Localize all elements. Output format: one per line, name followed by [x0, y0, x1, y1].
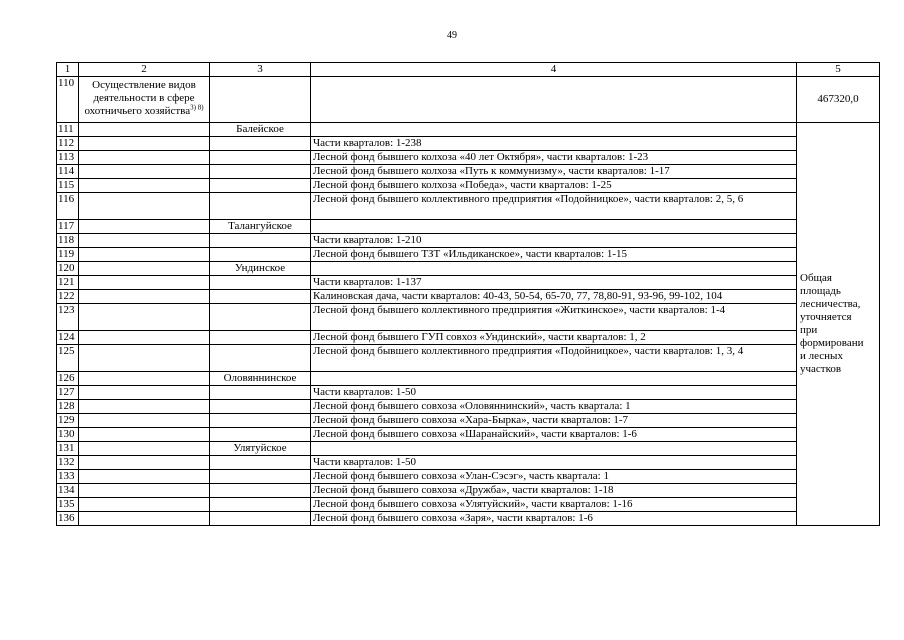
row-number: 122	[57, 290, 79, 304]
table-row	[57, 290, 880, 304]
table-row	[57, 386, 880, 400]
empty-cell	[79, 165, 210, 179]
description-cell: Лесной фонд бывшего совхоза «Оловяннинский», часть квартала: 1	[311, 400, 797, 414]
empty-cell	[79, 276, 210, 290]
district-cell	[210, 428, 311, 442]
row-number: 119	[57, 248, 79, 262]
district-cell	[210, 276, 311, 290]
note-line: участков	[800, 363, 842, 375]
description-cell	[311, 262, 797, 276]
table-row	[57, 304, 880, 331]
row-number: 115	[57, 179, 79, 193]
activity-row	[57, 77, 880, 123]
table-row	[57, 414, 880, 428]
row-number: 131	[57, 442, 79, 456]
district-cell	[210, 234, 311, 248]
note-line: Общая	[800, 272, 832, 284]
table-row	[57, 428, 880, 442]
district-cell	[210, 386, 311, 400]
description-cell: Лесной фонд бывшего колхоза «Путь к коммунизму», части кварталов: 1-17	[311, 165, 797, 179]
district-cell: Балейское	[210, 123, 311, 137]
page-number: 49	[447, 30, 457, 41]
row-number: 110	[57, 77, 79, 123]
empty-cell	[79, 456, 210, 470]
table-row	[57, 248, 880, 262]
description-cell	[311, 220, 797, 234]
note-line: при	[800, 324, 818, 336]
row-number: 129	[57, 414, 79, 428]
district-cell	[210, 498, 311, 512]
empty-cell	[79, 179, 210, 193]
row-number: 127	[57, 386, 79, 400]
empty-cell	[79, 262, 210, 276]
table-row	[57, 331, 880, 345]
table-row	[57, 470, 880, 484]
row-number: 118	[57, 234, 79, 248]
table-row	[57, 484, 880, 498]
empty-cell	[79, 442, 210, 456]
row-number: 116	[57, 193, 79, 220]
table-row	[57, 179, 880, 193]
row-number: 136	[57, 512, 79, 526]
footnote-ref: 3) 8)	[190, 103, 204, 112]
row-number: 112	[57, 137, 79, 151]
row-number: 117	[57, 220, 79, 234]
description-cell: Лесной фонд бывшего совхоза «Улятуйский», части кварталов: 1-16	[311, 498, 797, 512]
row-number: 130	[57, 428, 79, 442]
note-line: и лесных	[800, 350, 843, 362]
empty-cell	[79, 386, 210, 400]
district-row	[57, 262, 880, 276]
district-cell	[210, 151, 311, 165]
row-number: 111	[57, 123, 79, 137]
district-cell	[210, 470, 311, 484]
column-header: 5	[797, 63, 880, 77]
table-row	[57, 498, 880, 512]
row-number: 135	[57, 498, 79, 512]
description-cell: Части кварталов: 1-137	[311, 276, 797, 290]
table-row	[57, 193, 880, 220]
empty-cell	[311, 77, 797, 123]
empty-cell	[79, 372, 210, 386]
row-number: 132	[57, 456, 79, 470]
district-cell	[210, 179, 311, 193]
district-cell	[210, 290, 311, 304]
description-cell: Лесной фонд бывшего ГУП совхоз «Ундинский», части кварталов: 1, 2	[311, 331, 797, 345]
table-row	[57, 345, 880, 372]
description-cell: Лесной фонд бывшего колхоза «40 лет Октября», части кварталов: 1-23	[311, 151, 797, 165]
description-cell: Лесной фонд бывшего ТЗТ «Ильдиканское», части кварталов: 1-15	[311, 248, 797, 262]
row-number: 125	[57, 345, 79, 372]
district-row	[57, 372, 880, 386]
empty-cell	[79, 512, 210, 526]
description-cell: Части кварталов: 1-50	[311, 456, 797, 470]
description-cell: Лесной фонд бывшего совхоза «Шаранайский», части кварталов: 1-6	[311, 428, 797, 442]
description-cell: Лесной фонд бывшего колхоза «Победа», части кварталов: 1-25	[311, 179, 797, 193]
description-cell: Части кварталов: 1-50	[311, 386, 797, 400]
area-cell: 467320,0	[797, 77, 880, 123]
district-cell	[210, 456, 311, 470]
empty-cell	[79, 248, 210, 262]
description-cell	[311, 372, 797, 386]
column-header: 1	[57, 63, 79, 77]
district-row	[57, 442, 880, 456]
empty-cell	[79, 400, 210, 414]
column-number-row	[57, 63, 880, 77]
description-cell: Лесной фонд бывшего совхоза «Заря», части кварталов: 1-6	[311, 512, 797, 526]
district-cell: Талангуйское	[210, 220, 311, 234]
district-cell	[210, 193, 311, 220]
district-row	[57, 123, 880, 137]
empty-cell	[79, 304, 210, 331]
empty-cell	[79, 484, 210, 498]
note-line: формировани	[800, 337, 864, 349]
empty-cell	[79, 220, 210, 234]
empty-cell	[79, 137, 210, 151]
description-cell	[311, 123, 797, 137]
description-cell: Части кварталов: 1-210	[311, 234, 797, 248]
note-cell	[797, 123, 880, 526]
table-row	[57, 137, 880, 151]
district-cell	[210, 345, 311, 372]
empty-cell	[79, 428, 210, 442]
district-cell: Улятуйское	[210, 442, 311, 456]
empty-cell	[79, 151, 210, 165]
district-cell	[210, 512, 311, 526]
activity-cell	[79, 77, 210, 123]
description-cell	[311, 442, 797, 456]
empty-cell	[79, 123, 210, 137]
table-row	[57, 456, 880, 470]
district-row	[57, 220, 880, 234]
column-header: 3	[210, 63, 311, 77]
row-number: 126	[57, 372, 79, 386]
row-number: 113	[57, 151, 79, 165]
district-cell: Оловяннинское	[210, 372, 311, 386]
description-cell: Лесной фонд бывшего совхоза «Хара-Бырка», части кварталов: 1-7	[311, 414, 797, 428]
table-row	[57, 276, 880, 290]
district-cell	[210, 484, 311, 498]
empty-cell	[79, 290, 210, 304]
row-number: 133	[57, 470, 79, 484]
district-cell	[210, 304, 311, 331]
table-row	[57, 234, 880, 248]
empty-cell	[79, 498, 210, 512]
district-cell	[210, 248, 311, 262]
district-cell	[210, 414, 311, 428]
note-line: площадь	[800, 285, 841, 297]
description-cell: Части кварталов: 1-238	[311, 137, 797, 151]
note-line: уточняется	[800, 311, 852, 323]
empty-cell	[79, 345, 210, 372]
table-row	[57, 512, 880, 526]
table-row	[57, 400, 880, 414]
description-cell: Лесной фонд бывшего коллективного предприятия «Подойницкое», части кварталов: 2, 5, 6	[311, 193, 797, 220]
row-number: 124	[57, 331, 79, 345]
row-number: 114	[57, 165, 79, 179]
table-row	[57, 165, 880, 179]
empty-cell	[79, 234, 210, 248]
description-cell: Лесной фонд бывшего совхоза «Дружба», части кварталов: 1-18	[311, 484, 797, 498]
row-number: 123	[57, 304, 79, 331]
row-number: 134	[57, 484, 79, 498]
table-row	[57, 151, 880, 165]
empty-cell	[79, 331, 210, 345]
district-cell	[210, 400, 311, 414]
empty-cell	[79, 470, 210, 484]
row-number: 121	[57, 276, 79, 290]
district-cell	[210, 165, 311, 179]
empty-cell	[79, 193, 210, 220]
description-cell: Лесной фонд бывшего совхоза «Улан-Сэсэг», часть квартала: 1	[311, 470, 797, 484]
column-header: 2	[79, 63, 210, 77]
description-cell: Лесной фонд бывшего коллективного предприятия «Подойницкое», части кварталов: 1, 3, 4	[311, 345, 797, 372]
row-number: 120	[57, 262, 79, 276]
description-cell: Лесной фонд бывшего коллективного предприятия «Житкинское», части кварталов: 1-4	[311, 304, 797, 331]
note-line: лесничества,	[800, 298, 861, 310]
forestry-table	[56, 62, 880, 526]
district-cell: Ундинское	[210, 262, 311, 276]
activity-text: Осуществление видов деятельности в сфере охотничьего хозяйства	[84, 79, 196, 117]
row-number: 128	[57, 400, 79, 414]
column-header: 4	[311, 63, 797, 77]
empty-cell	[79, 414, 210, 428]
description-cell: Калиновская дача, части кварталов: 40-43, 50-54, 65-70, 77, 78,80-91, 93-96, 99-102, 104	[311, 290, 797, 304]
district-cell	[210, 331, 311, 345]
empty-cell	[210, 77, 311, 123]
district-cell	[210, 137, 311, 151]
